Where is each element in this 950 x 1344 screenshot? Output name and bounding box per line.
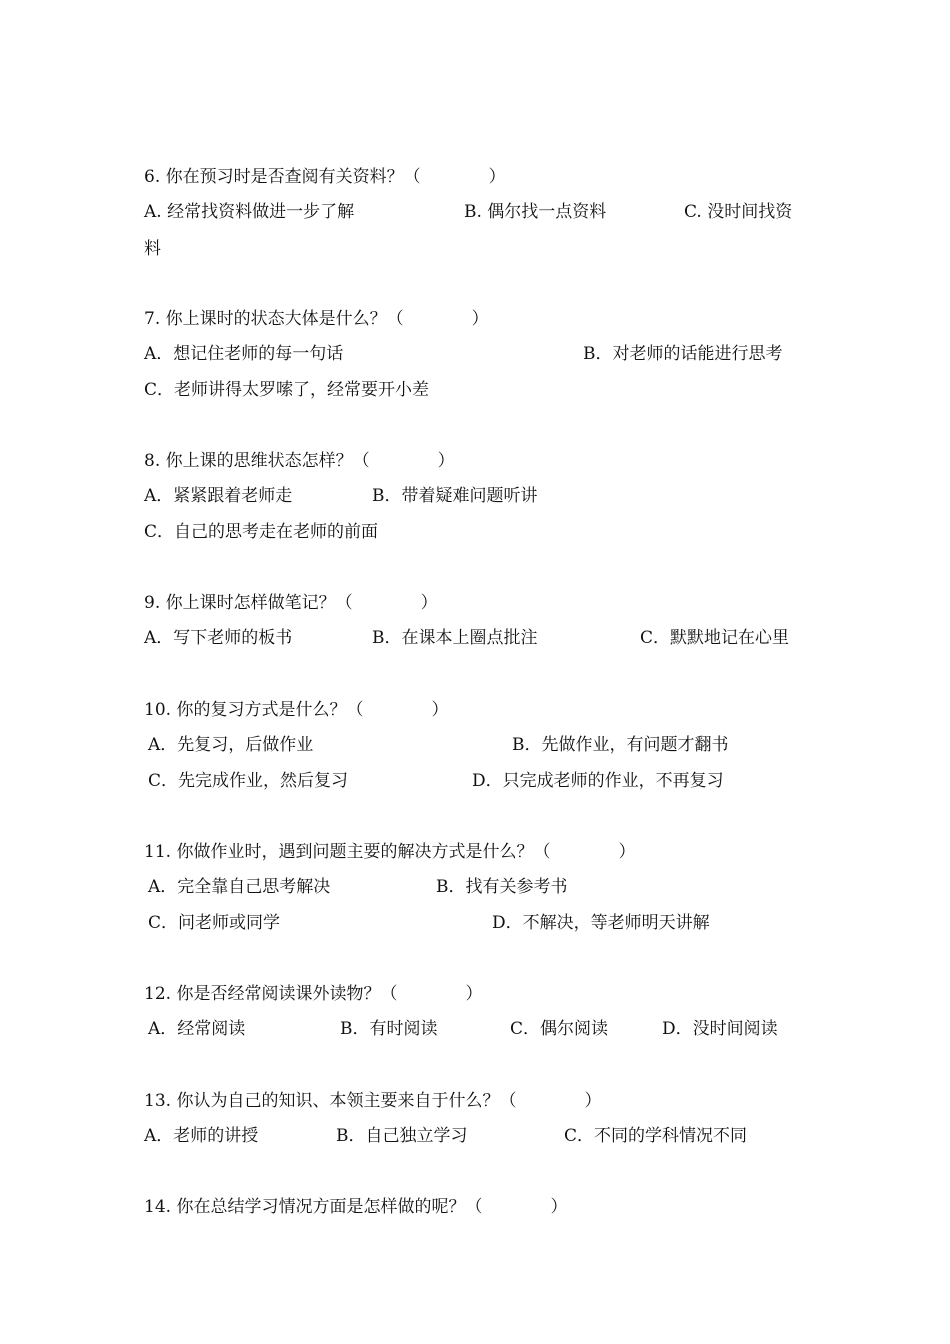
- question-11-option-c: C．问老师或同学: [148, 913, 281, 933]
- question-7-option-a: A．想记住老师的每一句话: [144, 344, 344, 364]
- question-10-option-a: A．先复习，后做作业: [148, 735, 314, 755]
- question-6-option-a: A. 经常找资料做进一步了解: [144, 202, 355, 222]
- question-13: 13. 你认为自己的知识、本领主要来自于什么？（ ）: [144, 1091, 602, 1111]
- question-12-option-a: A．经常阅读: [148, 1019, 246, 1039]
- question-13-option-a: A．老师的讲授: [144, 1126, 259, 1146]
- question-9-option-a: A．写下老师的板书: [144, 628, 293, 648]
- question-8: 8. 你上课的思维状态怎样？（ ）: [144, 451, 455, 471]
- question-10-option-c: C．先完成作业，然后复习: [148, 771, 349, 791]
- question-7-option-c: C．老师讲得太罗嗦了，经常要开小差: [144, 380, 430, 400]
- question-11-option-b: B．找有关参考书: [436, 877, 568, 897]
- question-7: 7. 你上课时的状态大体是什么？（ ）: [144, 309, 489, 329]
- question-6-option-b: B. 偶尔找一点资料: [464, 202, 607, 222]
- question-9: 9. 你上课时怎样做笔记？（ ）: [144, 593, 438, 613]
- question-9-option-b: B．在课本上圈点批注: [372, 628, 538, 648]
- question-11-option-a: A．完全靠自己思考解决: [148, 877, 331, 897]
- question-8-option-b: B．带着疑难问题听讲: [372, 486, 538, 506]
- question-9-option-c: C．默默地记在心里: [640, 628, 790, 648]
- question-11: 11. 你做作业时，遇到问题主要的解决方式是什么？（ ）: [144, 842, 636, 862]
- question-13-option-b: B．自己独立学习: [336, 1126, 468, 1146]
- question-7-option-b: B．对老师的话能进行思考: [583, 344, 783, 364]
- question-12-option-d: D．没时间阅读: [662, 1019, 778, 1039]
- question-10: 10. 你的复习方式是什么？（ ）: [144, 700, 449, 720]
- question-13-option-c: C．不同的学科情况不同: [564, 1126, 748, 1146]
- question-6: 6. 你在预习时是否查阅有关资料？（ ）: [144, 167, 506, 187]
- question-12: 12. 你是否经常阅读课外读物？（ ）: [144, 984, 483, 1004]
- question-10-option-d: D．只完成老师的作业，不再复习: [472, 771, 724, 791]
- question-10-option-b: B．先做作业，有问题才翻书: [512, 735, 729, 755]
- question-12-option-b: B．有时阅读: [340, 1019, 438, 1039]
- question-14: 14. 你在总结学习情况方面是怎样做的呢？（ ）: [144, 1197, 568, 1217]
- question-6-option-c: C. 没时间找资: [684, 202, 793, 222]
- question-11-option-d: D．不解决，等老师明天讲解: [492, 913, 710, 933]
- question-12-option-c: C．偶尔阅读: [510, 1019, 609, 1039]
- question-8-option-c: C．自己的思考走在老师的前面: [144, 522, 379, 542]
- question-6-option-c-wrap: 料: [144, 239, 161, 259]
- question-8-option-a: A．紧紧跟着老师走: [144, 486, 293, 506]
